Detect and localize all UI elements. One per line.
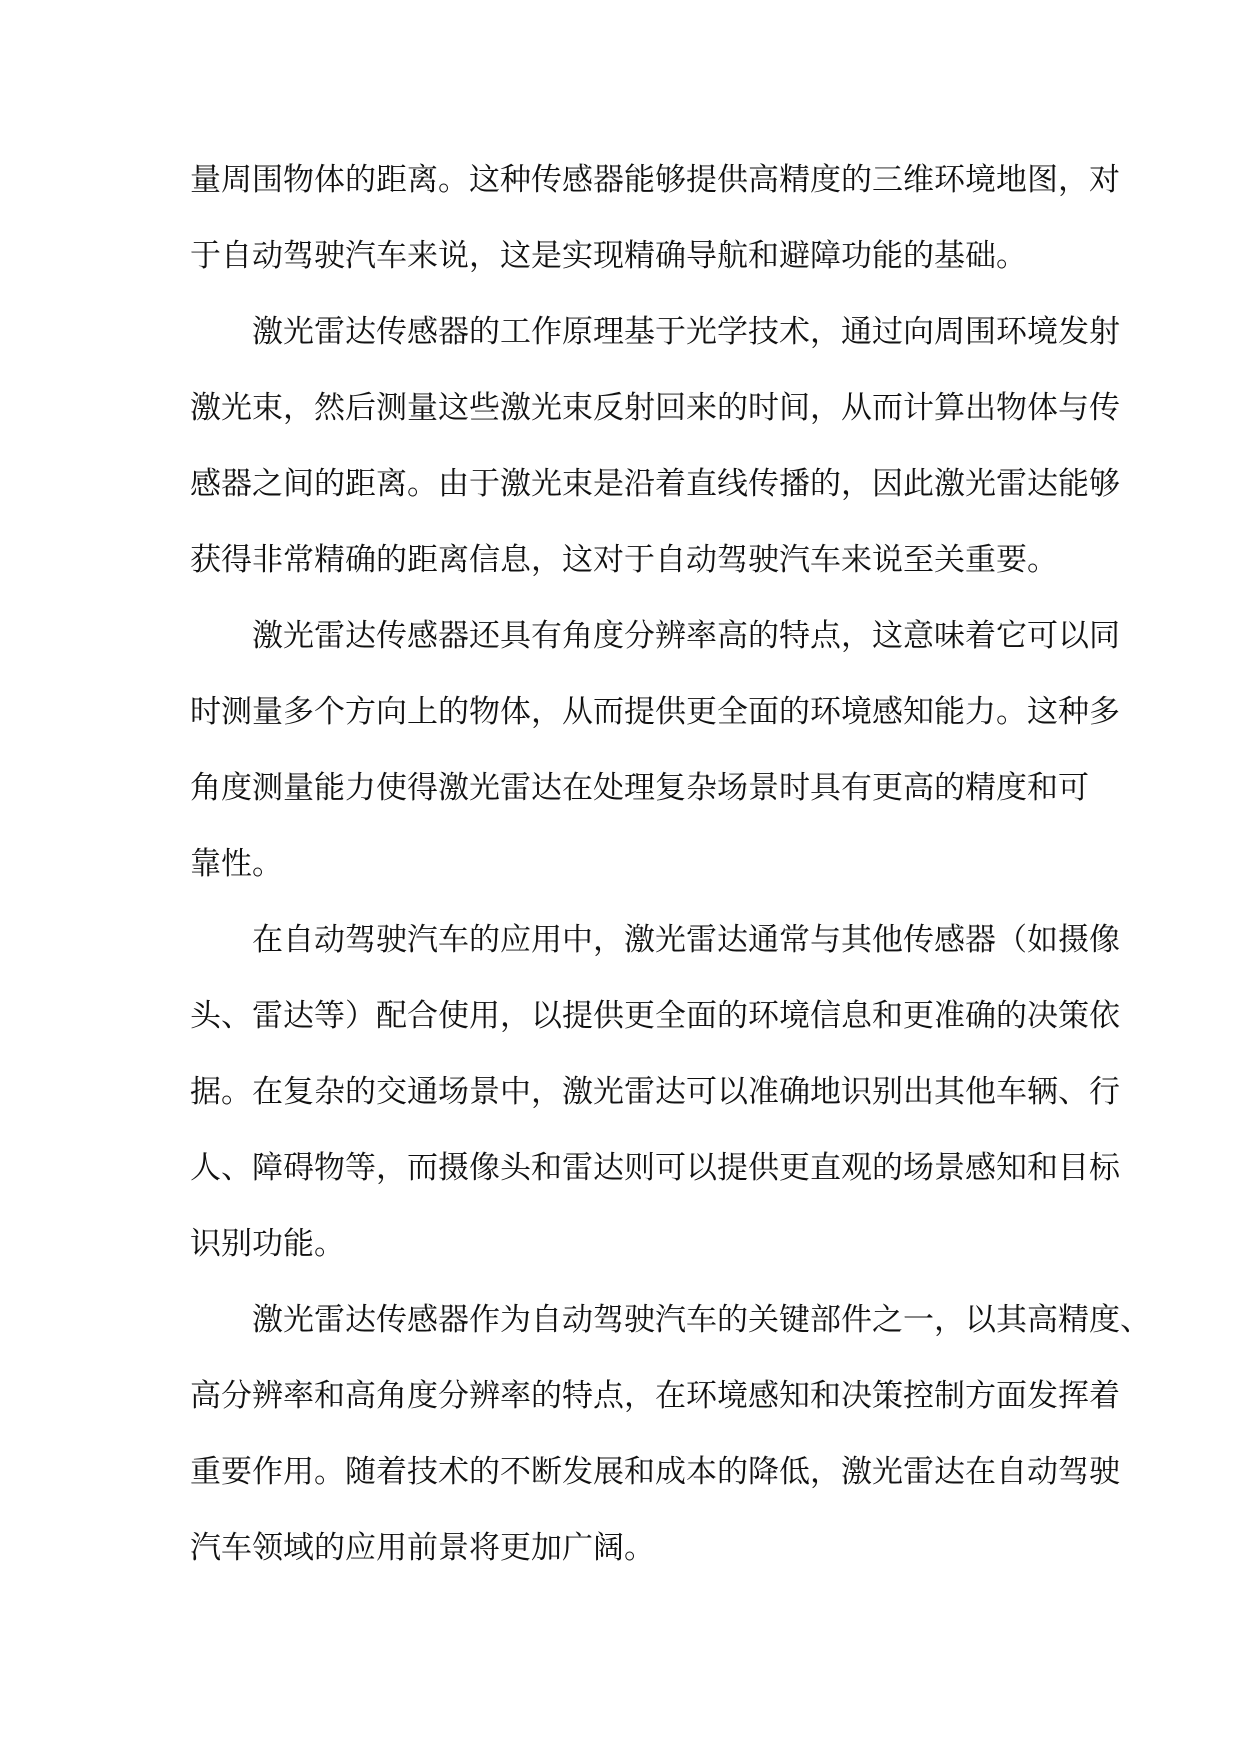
paragraph-first-line: 在自动驾驶汽车的应用中，激光雷达通常与其他传感器（如摄像 <box>252 922 1120 958</box>
text-line: 感器之间的距离。由于激光束是沿着直线传播的，因此激光雷达能够 <box>190 466 1120 502</box>
text-line: 激光束，然后测量这些激光束反射回来的时间，从而计算出物体与传 <box>190 390 1120 426</box>
text-line: 头、雷达等）配合使用，以提供更全面的环境信息和更准确的决策依 <box>190 998 1120 1034</box>
text-line: 高分辨率和高角度分辨率的特点，在环境感知和决策控制方面发挥着 <box>190 1378 1120 1414</box>
text-line: 靠性。 <box>190 846 283 882</box>
text-line: 汽车领域的应用前景将更加广阔。 <box>190 1530 655 1566</box>
text-line: 重要作用。随着技术的不断发展和成本的降低，激光雷达在自动驾驶 <box>190 1454 1120 1490</box>
paragraph-first-line: 激光雷达传感器的工作原理基于光学技术，通过向周围环境发射 <box>252 314 1120 350</box>
paragraph-first-line: 激光雷达传感器还具有角度分辨率高的特点，这意味着它可以同 <box>252 618 1120 654</box>
text-line: 角度测量能力使得激光雷达在处理复杂场景时具有更高的精度和可 <box>190 770 1089 806</box>
paragraph-first-line: 激光雷达传感器作为自动驾驶汽车的关键部件之一，以其高精度、 <box>252 1302 1151 1338</box>
text-line: 于自动驾驶汽车来说，这是实现精确导航和避障功能的基础。 <box>190 238 1027 274</box>
text-line: 时测量多个方向上的物体，从而提供更全面的环境感知能力。这种多 <box>190 694 1120 730</box>
text-line: 据。在复杂的交通场景中，激光雷达可以准确地识别出其他车辆、行 <box>190 1074 1120 1110</box>
text-line: 人、障碍物等，而摄像头和雷达则可以提供更直观的场景感知和目标 <box>190 1150 1120 1186</box>
body-text <box>190 142 1151 1586</box>
text-line: 量周围物体的距离。这种传感器能够提供高精度的三维环境地图，对 <box>190 162 1120 198</box>
text-line: 识别功能。 <box>190 1226 345 1262</box>
text-line: 获得非常精确的距离信息，这对于自动驾驶汽车来说至关重要。 <box>190 542 1058 578</box>
